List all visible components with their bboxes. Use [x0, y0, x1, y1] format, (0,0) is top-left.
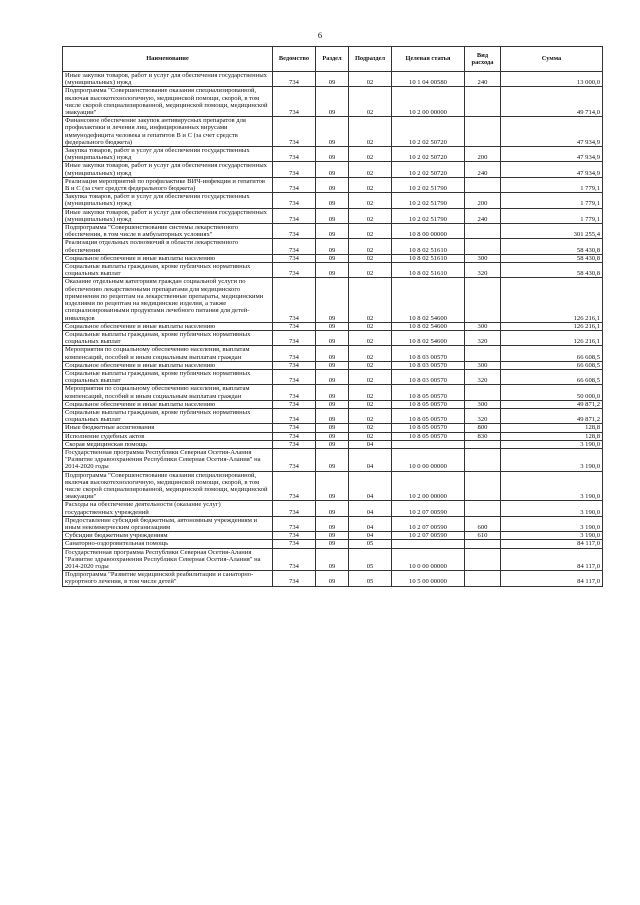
- cell-razdel: 09: [316, 400, 349, 408]
- cell-vid: [465, 571, 501, 586]
- cell-vid: [465, 440, 501, 448]
- cell-podrazdel: 04: [349, 501, 392, 516]
- cell-vid: [465, 448, 501, 471]
- cell-summa: 66 608,5: [501, 346, 603, 361]
- cell-name: Санаторно-оздоровительная помощь: [63, 540, 273, 548]
- cell-vedomstvo: 734: [273, 162, 316, 177]
- cell-podrazdel: 02: [349, 385, 392, 400]
- cell-vid: [465, 224, 501, 239]
- cell-summa: 47 934,9: [501, 147, 603, 162]
- cell-celevaya: 10 1 04 00580: [392, 72, 465, 87]
- cell-podrazdel: 02: [349, 177, 392, 192]
- cell-celevaya: 10 8 00 00000: [392, 224, 465, 239]
- cell-podrazdel: 02: [349, 278, 392, 322]
- cell-vid: 800: [465, 424, 501, 432]
- table-row: [63, 208, 603, 223]
- cell-summa: 50 000,0: [501, 385, 603, 400]
- cell-vid: 300: [465, 361, 501, 369]
- cell-celevaya: 10 2 00 00000: [392, 471, 465, 501]
- cell-razdel: 09: [316, 87, 349, 117]
- cell-podrazdel: 02: [349, 72, 392, 87]
- cell-razdel: 09: [316, 540, 349, 548]
- cell-summa: 84 117,0: [501, 548, 603, 571]
- cell-vid: 240: [465, 208, 501, 223]
- cell-celevaya: 10 2 02 51790: [392, 208, 465, 223]
- cell-vedomstvo: 734: [273, 87, 316, 117]
- cell-celevaya: [392, 540, 465, 548]
- cell-vedomstvo: 734: [273, 385, 316, 400]
- cell-razdel: 09: [316, 193, 349, 208]
- cell-vid: [465, 117, 501, 147]
- table-row: [63, 254, 603, 262]
- cell-celevaya: 10 0 00 00000: [392, 548, 465, 571]
- cell-vedomstvo: 734: [273, 548, 316, 571]
- table-row: [63, 532, 603, 540]
- cell-razdel: 09: [316, 369, 349, 384]
- cell-podrazdel: 05: [349, 540, 392, 548]
- table-row: [63, 361, 603, 369]
- cell-vedomstvo: 734: [273, 532, 316, 540]
- cell-summa: 58 430,8: [501, 239, 603, 254]
- cell-summa: 58 430,8: [501, 254, 603, 262]
- cell-podrazdel: 02: [349, 239, 392, 254]
- table-row: [63, 432, 603, 440]
- cell-razdel: 09: [316, 361, 349, 369]
- cell-vedomstvo: 734: [273, 408, 316, 423]
- cell-name: Социальное обеспечение и иные выплаты населению: [63, 361, 273, 369]
- cell-summa: 128,8: [501, 424, 603, 432]
- cell-podrazdel: 02: [349, 87, 392, 117]
- cell-vedomstvo: 734: [273, 501, 316, 516]
- header-razdel: Раздел: [316, 47, 349, 72]
- cell-podrazdel: 02: [349, 322, 392, 330]
- cell-razdel: 09: [316, 532, 349, 540]
- cell-summa: 47 934,9: [501, 117, 603, 147]
- table-row: [63, 117, 603, 147]
- cell-celevaya: 10 8 05 00570: [392, 424, 465, 432]
- cell-summa: 126 216,1: [501, 278, 603, 322]
- cell-celevaya: 10 2 07 00590: [392, 532, 465, 540]
- cell-razdel: 09: [316, 408, 349, 423]
- cell-razdel: 09: [316, 208, 349, 223]
- cell-name: Социальные выплаты гражданам, кроме публичных нормативных социальных выплат: [63, 263, 273, 278]
- cell-summa: 84 117,0: [501, 540, 603, 548]
- table-row: [63, 346, 603, 361]
- cell-name: Финансовое обеспечение закупок антивирусных препаратов для профилактики и лечения лиц, инфицированных вирусами иммунодефицита человека и гепатитов В и С (за счет средств федерального бюджета): [63, 117, 273, 147]
- table-row: [63, 147, 603, 162]
- cell-summa: 3 190,0: [501, 501, 603, 516]
- header-celevaya: Целевая статья: [392, 47, 465, 72]
- cell-razdel: 09: [316, 548, 349, 571]
- table-row: [63, 224, 603, 239]
- cell-celevaya: 10 8 02 51610: [392, 254, 465, 262]
- cell-name: Иные бюджетные ассигнования: [63, 424, 273, 432]
- cell-summa: 301 255,4: [501, 224, 603, 239]
- cell-vid: [465, 540, 501, 548]
- cell-vid: 320: [465, 369, 501, 384]
- cell-name: Субсидии бюджетным учреждениям: [63, 532, 273, 540]
- budget-table: [62, 46, 603, 587]
- cell-podrazdel: 02: [349, 369, 392, 384]
- table-row: [63, 501, 603, 516]
- table-row: [63, 424, 603, 432]
- table-row: [63, 571, 603, 586]
- cell-vid: 300: [465, 400, 501, 408]
- cell-summa: 13 000,0: [501, 72, 603, 87]
- cell-name: Подпрограмма "Развитие медицинской реабилитации и санаторно-курортного лечения, в том числе детей": [63, 571, 273, 586]
- cell-podrazdel: 02: [349, 400, 392, 408]
- cell-razdel: 09: [316, 147, 349, 162]
- cell-celevaya: 10 2 02 51790: [392, 177, 465, 192]
- cell-celevaya: 10 2 02 50720: [392, 162, 465, 177]
- cell-vedomstvo: 734: [273, 278, 316, 322]
- cell-razdel: 09: [316, 516, 349, 531]
- cell-vid: 300: [465, 322, 501, 330]
- cell-name: Исполнение судебных актов: [63, 432, 273, 440]
- cell-razdel: 09: [316, 448, 349, 471]
- cell-name: Реализация мероприятий по профилактике ВИЧ-инфекции и гепатитов В и С (за счет средств федерального бюджета): [63, 177, 273, 192]
- cell-razdel: 09: [316, 346, 349, 361]
- table-row: [63, 278, 603, 322]
- cell-celevaya: 10 2 02 50720: [392, 117, 465, 147]
- cell-summa: 84 117,0: [501, 571, 603, 586]
- cell-vedomstvo: 734: [273, 254, 316, 262]
- cell-vid: [465, 385, 501, 400]
- cell-podrazdel: 02: [349, 432, 392, 440]
- cell-razdel: 09: [316, 432, 349, 440]
- table-row: [63, 448, 603, 471]
- cell-razdel: 09: [316, 501, 349, 516]
- cell-vid: [465, 346, 501, 361]
- cell-razdel: 09: [316, 278, 349, 322]
- cell-vid: 300: [465, 254, 501, 262]
- cell-name: Иные закупки товаров, работ и услуг для обеспечения государственных (муниципальных) нужд: [63, 208, 273, 223]
- cell-vedomstvo: 734: [273, 330, 316, 345]
- cell-summa: 58 430,8: [501, 263, 603, 278]
- header-podrazdel: Подраздел: [349, 47, 392, 72]
- table-row: [63, 385, 603, 400]
- cell-vedomstvo: 734: [273, 224, 316, 239]
- cell-summa: 66 608,5: [501, 361, 603, 369]
- cell-vedomstvo: 734: [273, 448, 316, 471]
- cell-celevaya: 10 8 02 54600: [392, 330, 465, 345]
- cell-name: Реализация отдельных полномочий в области лекарственного обеспечения: [63, 239, 273, 254]
- cell-name: Социальные выплаты гражданам, кроме публичных нормативных социальных выплат: [63, 330, 273, 345]
- cell-celevaya: 10 5 00 00000: [392, 571, 465, 586]
- table-row: [63, 263, 603, 278]
- cell-celevaya: 10 8 05 00570: [392, 385, 465, 400]
- cell-vid: 200: [465, 147, 501, 162]
- cell-podrazdel: 02: [349, 263, 392, 278]
- cell-podrazdel: 05: [349, 548, 392, 571]
- cell-celevaya: 10 8 05 00570: [392, 432, 465, 440]
- table-row: [63, 369, 603, 384]
- cell-razdel: 09: [316, 322, 349, 330]
- cell-vedomstvo: 734: [273, 193, 316, 208]
- cell-summa: 3 190,0: [501, 532, 603, 540]
- cell-celevaya: 10 8 03 00570: [392, 346, 465, 361]
- cell-name: Иные закупки товаров, работ и услуг для обеспечения государственных (муниципальных) нужд: [63, 72, 273, 87]
- cell-celevaya: 10 8 02 54600: [392, 278, 465, 322]
- cell-vid: [465, 87, 501, 117]
- cell-vedomstvo: 734: [273, 432, 316, 440]
- cell-celevaya: 10 2 02 50720: [392, 147, 465, 162]
- header-vedomstvo: Ведомство: [273, 47, 316, 72]
- cell-summa: 47 934,9: [501, 162, 603, 177]
- cell-name: Мероприятия по социальному обеспечению населения, выплатам компенсаций, пособий и иным социальным выплатам граждан: [63, 385, 273, 400]
- table-row: [63, 162, 603, 177]
- cell-vid: 610: [465, 532, 501, 540]
- cell-summa: 126 216,1: [501, 322, 603, 330]
- cell-podrazdel: 02: [349, 193, 392, 208]
- cell-razdel: 09: [316, 263, 349, 278]
- cell-podrazdel: 02: [349, 117, 392, 147]
- table-row: [63, 72, 603, 87]
- cell-podrazdel: 04: [349, 516, 392, 531]
- cell-podrazdel: 02: [349, 361, 392, 369]
- cell-vid: 320: [465, 330, 501, 345]
- cell-razdel: 09: [316, 440, 349, 448]
- table-row: [63, 440, 603, 448]
- cell-podrazdel: 02: [349, 346, 392, 361]
- cell-podrazdel: 02: [349, 147, 392, 162]
- table-header-row: [63, 47, 603, 72]
- table-row: [63, 239, 603, 254]
- cell-name: Закупка товаров, работ и услуг для обеспечения государственных (муниципальных) нужд: [63, 147, 273, 162]
- cell-vedomstvo: 734: [273, 471, 316, 501]
- cell-vid: [465, 548, 501, 571]
- cell-vedomstvo: 734: [273, 440, 316, 448]
- cell-summa: 3 190,0: [501, 440, 603, 448]
- cell-razdel: 09: [316, 471, 349, 501]
- cell-name: Государственная программа Республики Северная Осетия-Алания "Развитие здравоохранения Республики Северная Осетия-Алания" на 2014-2020 годы: [63, 548, 273, 571]
- header-vid: Вид расхода: [465, 47, 501, 72]
- cell-vid: [465, 239, 501, 254]
- cell-vedomstvo: 734: [273, 147, 316, 162]
- cell-podrazdel: 02: [349, 330, 392, 345]
- cell-razdel: 09: [316, 424, 349, 432]
- cell-summa: 126 216,1: [501, 330, 603, 345]
- cell-celevaya: 10 0 00 00000: [392, 448, 465, 471]
- cell-vedomstvo: 734: [273, 117, 316, 147]
- cell-vedomstvo: 734: [273, 424, 316, 432]
- cell-name: Подпрограмма "Совершенствование оказания специализированной, включая высокотехнологичную, медицинской помощи, скорой, в том числе скорой специализированной, медицинской помощи, медицинской эвакуации": [63, 471, 273, 501]
- table-row: [63, 548, 603, 571]
- cell-name: Подпрограмма "Совершенствование оказания специализированной, включая высокотехнологичную, медицинской помощи, скорой, в том числе скорой специализированной, медицинской помощи, медицинской эвакуации": [63, 87, 273, 117]
- header-summa: Сумма: [501, 47, 603, 72]
- cell-podrazdel: 02: [349, 424, 392, 432]
- cell-podrazdel: 04: [349, 448, 392, 471]
- cell-celevaya: 10 2 07 00590: [392, 516, 465, 531]
- cell-vedomstvo: 734: [273, 516, 316, 531]
- cell-vid: 600: [465, 516, 501, 531]
- table-row: [63, 193, 603, 208]
- cell-celevaya: 10 8 03 00570: [392, 369, 465, 384]
- cell-celevaya: 10 8 05 00570: [392, 408, 465, 423]
- cell-vid: [465, 278, 501, 322]
- cell-name: Социальное обеспечение и иные выплаты населению: [63, 254, 273, 262]
- cell-podrazdel: 02: [349, 162, 392, 177]
- cell-razdel: 09: [316, 117, 349, 147]
- table-row: [63, 87, 603, 117]
- cell-razdel: 09: [316, 177, 349, 192]
- cell-podrazdel: 02: [349, 208, 392, 223]
- cell-vedomstvo: 734: [273, 239, 316, 254]
- cell-vid: [465, 501, 501, 516]
- cell-celevaya: 10 8 02 51610: [392, 263, 465, 278]
- cell-vedomstvo: 734: [273, 263, 316, 278]
- cell-vedomstvo: 734: [273, 540, 316, 548]
- table-row: [63, 330, 603, 345]
- cell-celevaya: 10 2 07 00590: [392, 501, 465, 516]
- cell-podrazdel: 02: [349, 254, 392, 262]
- cell-vid: 830: [465, 432, 501, 440]
- cell-vedomstvo: 734: [273, 322, 316, 330]
- cell-summa: 49 714,0: [501, 87, 603, 117]
- cell-summa: 1 779,1: [501, 177, 603, 192]
- cell-vid: 320: [465, 263, 501, 278]
- cell-celevaya: 10 8 02 54600: [392, 322, 465, 330]
- cell-celevaya: 10 8 05 00570: [392, 400, 465, 408]
- cell-vedomstvo: 734: [273, 177, 316, 192]
- cell-podrazdel: 04: [349, 532, 392, 540]
- cell-summa: 1 779,1: [501, 193, 603, 208]
- cell-celevaya: 10 2 00 00000: [392, 87, 465, 117]
- table-row: [63, 540, 603, 548]
- cell-vid: 320: [465, 408, 501, 423]
- table-row: [63, 408, 603, 423]
- cell-name: Скорая медицинская помощь: [63, 440, 273, 448]
- cell-razdel: 09: [316, 239, 349, 254]
- cell-celevaya: 10 8 02 51610: [392, 239, 465, 254]
- cell-vedomstvo: 734: [273, 571, 316, 586]
- cell-summa: 3 190,0: [501, 448, 603, 471]
- page-number: 6: [317, 30, 323, 40]
- table-row: [63, 400, 603, 408]
- cell-razdel: 09: [316, 72, 349, 87]
- cell-vedomstvo: 734: [273, 346, 316, 361]
- cell-summa: 128,8: [501, 432, 603, 440]
- cell-podrazdel: 02: [349, 224, 392, 239]
- cell-name: Социальные выплаты гражданам, кроме публичных нормативных социальных выплат: [63, 369, 273, 384]
- cell-vid: [465, 177, 501, 192]
- cell-razdel: 09: [316, 254, 349, 262]
- cell-name: Расходы на обеспечение деятельности (оказание услуг) государственных учреждений: [63, 501, 273, 516]
- table-row: [63, 516, 603, 531]
- cell-vedomstvo: 734: [273, 369, 316, 384]
- cell-summa: 49 871,2: [501, 400, 603, 408]
- cell-summa: 66 608,5: [501, 369, 603, 384]
- cell-razdel: 09: [316, 224, 349, 239]
- cell-vid: 240: [465, 72, 501, 87]
- cell-celevaya: [392, 440, 465, 448]
- cell-razdel: 09: [316, 385, 349, 400]
- cell-summa: 3 190,0: [501, 516, 603, 531]
- table-row: [63, 322, 603, 330]
- cell-razdel: 09: [316, 162, 349, 177]
- cell-vid: [465, 471, 501, 501]
- cell-vedomstvo: 734: [273, 361, 316, 369]
- header-name: Наименование: [63, 47, 273, 72]
- cell-name: Иные закупки товаров, работ и услуг для обеспечения государственных (муниципальных) нужд: [63, 162, 273, 177]
- cell-name: Мероприятия по социальному обеспечению населения, выплатам компенсаций, пособий и иным социальным выплатам граждан: [63, 346, 273, 361]
- cell-name: Социальное обеспечение и иные выплаты населению: [63, 400, 273, 408]
- cell-name: Оказание отдельным категориям граждан социальной услуги по обеспечению лекарственными препаратами для медицинского применения по рецептам на лекарственные препараты, медицинскими изделиями по рецептам на медицинские изделия, а также специализированными продуктами лечебного питания для детей-инвалидов: [63, 278, 273, 322]
- cell-name: Социальные выплаты гражданам, кроме публичных нормативных социальных выплат: [63, 408, 273, 423]
- cell-vid: 200: [465, 193, 501, 208]
- cell-vedomstvo: 734: [273, 208, 316, 223]
- table-row: [63, 177, 603, 192]
- cell-vedomstvo: 734: [273, 400, 316, 408]
- cell-celevaya: 10 8 03 00570: [392, 361, 465, 369]
- cell-podrazdel: 04: [349, 440, 392, 448]
- cell-vedomstvo: 734: [273, 72, 316, 87]
- cell-podrazdel: 04: [349, 471, 392, 501]
- cell-vid: 240: [465, 162, 501, 177]
- cell-podrazdel: 05: [349, 571, 392, 586]
- cell-celevaya: 10 2 02 51790: [392, 193, 465, 208]
- cell-name: Государственная программа Республики Северная Осетия-Алания "Развитие здравоохранения Республики Северная Осетия-Алания" на 2014-2020 годы: [63, 448, 273, 471]
- cell-summa: 3 190,0: [501, 471, 603, 501]
- table-row: [63, 471, 603, 501]
- cell-razdel: 09: [316, 571, 349, 586]
- cell-name: Закупка товаров, работ и услуг для обеспечения государственных (муниципальных) нужд: [63, 193, 273, 208]
- cell-razdel: 09: [316, 330, 349, 345]
- cell-name: Социальное обеспечение и иные выплаты населению: [63, 322, 273, 330]
- cell-name: Подпрограмма "Совершенствование системы лекарственного обеспечения, в том числе в амбулаторных условиях": [63, 224, 273, 239]
- cell-summa: 49 871,2: [501, 408, 603, 423]
- cell-name: Предоставление субсидий бюджетным, автономным учреждениям и иным некоммерческим организациям: [63, 516, 273, 531]
- table-body: [63, 72, 603, 587]
- cell-podrazdel: 02: [349, 408, 392, 423]
- cell-summa: 1 779,1: [501, 208, 603, 223]
